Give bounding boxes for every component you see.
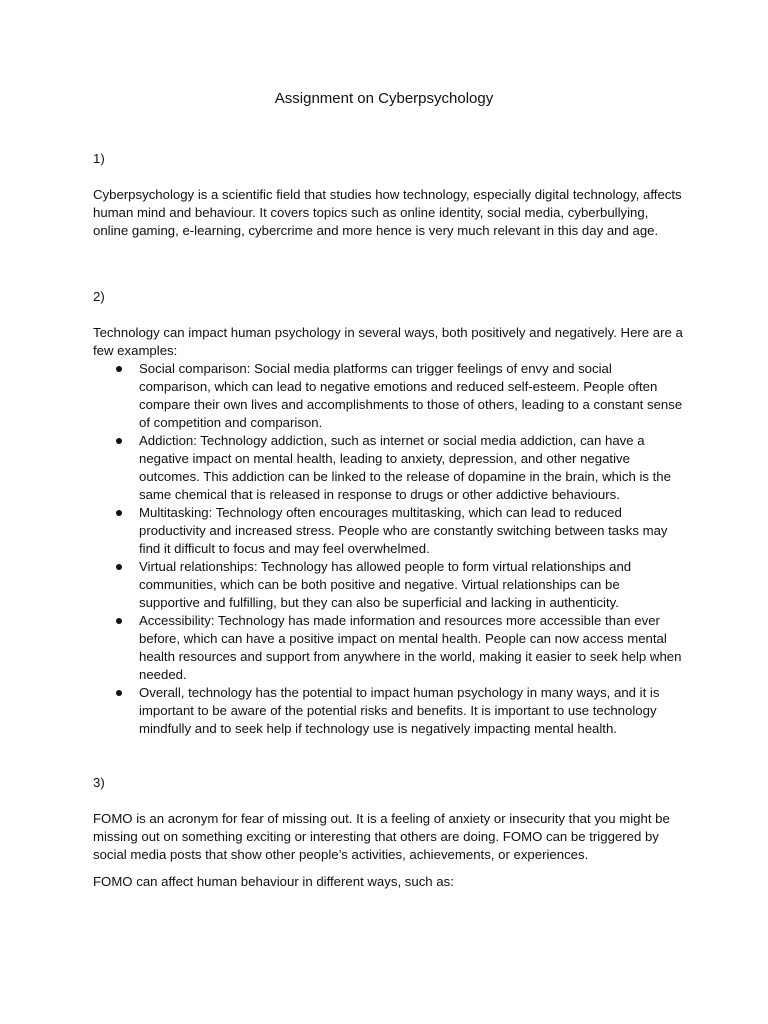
list-item-text: Multitasking: Technology often encourages multitasking, which can lead to reduced productivity and increased stress. People who are constantly switching between tasks may find it difficult to focus and may feel overwhelmed. [139,505,668,556]
list-item-text: Social comparison: Social media platforms can trigger feelings of envy and social comparison, which can lead to negative emotions and reduced self-esteem. People often compare their own lives and accomplishments to those of others, leading to a constant sense of competition and comparison. [139,361,683,430]
list-item [139,432,683,504]
bullet-icon [116,438,122,444]
list-item [139,504,683,558]
list-item-text: Virtual relationships: Technology has allowed people to form virtual relationships and communities, which can be both positive and negative. Virtual relationships can be supportive and fulfilling, but they can also be superficial and lacking in authenticity. [139,559,632,610]
list-item [139,558,683,612]
list-item-text: Overall, technology has the potential to impact human psychology in many ways, and it is important to be aware of the potential risks and benefits. It is important to use technology mindfully and to seek help if technology use is negatively impacting mental health. [139,685,660,736]
list-item [139,612,683,684]
section-2-bullet-list [93,360,683,738]
section-2-intro: Technology can impact human psychology in several ways, both positively and negatively. Here are a few examples: [93,325,683,358]
list-item [139,684,683,738]
section-2-number: 2) [93,289,105,304]
list-item-text: Accessibility: Technology has made information and resources more accessible than ever before, which can have a positive impact on mental health. People can now access mental health resources and support from anywhere in the world, making it easier to seek help when needed. [139,613,682,682]
section-3-number: 3) [93,775,105,790]
section-1-paragraph: Cyberpsychology is a scientific field that studies how technology, especially digital technology, affects human mind and behaviour. It covers topics such as online identity, social media, cyberbullying, online gaming, e-learning, cybercrime and more hence is very much relevant in this day and age. [93,187,682,238]
list-item [139,360,683,432]
section-1-number: 1) [93,151,105,166]
bullet-icon [116,618,122,624]
bullet-icon [116,690,122,696]
section-3-paragraph: FOMO is an acronym for fear of missing out. It is a feeling of anxiety or insecurity that you might be missing out on something exciting or interesting that others are doing. FOMO can be triggered by social media posts that show other people’s activities, achievements, or experiences. [93,811,670,862]
page-title: Assignment on Cyberpsychology [274,90,494,107]
bullet-icon [116,510,122,516]
list-item-text: Addiction: Technology addiction, such as internet or social media addiction, can have a negative impact on mental health, leading to anxiety, depression, and other negative outcomes. This addiction can be linked to the release of dopamine in the brain, which is the same chemical that is released in response to drugs or other addictive behaviours. [139,433,671,502]
bullet-icon [116,366,122,372]
section-3-paragraph-2: FOMO can affect human behaviour in different ways, such as: [93,874,454,889]
bullet-icon [116,564,122,570]
document-body [93,150,683,891]
